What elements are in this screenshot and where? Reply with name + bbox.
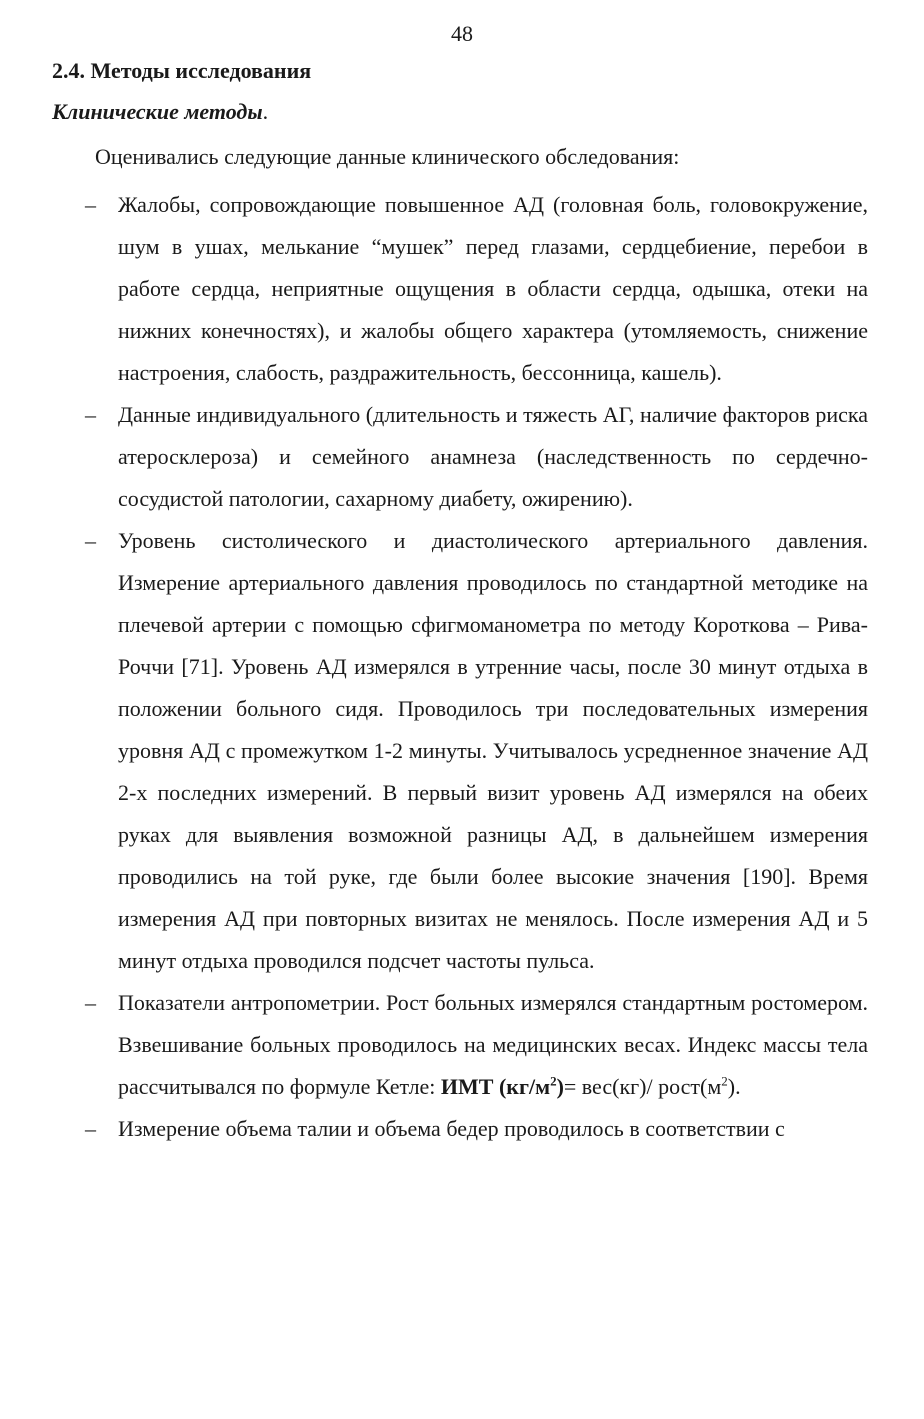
list-item-anthropometry (85, 982, 868, 1108)
list-dash: – (85, 402, 96, 427)
list-item-text: Жалобы, сопровождающие повышенное АД (головная боль, головокружение, шум в ушах, мелькание “мушек” перед глазами, сердцебиение, перебои в работе сердца, неприятные ощущения в области сердца, одышка, отеки на нижних конечностях), и жалобы общего характера (утомляемость, снижение настроения, слабость, раздражительность, бессонница, кашель). (118, 192, 868, 385)
intro-paragraph: Оценивались следующие данные клинического обследования: (95, 144, 680, 169)
list-dash: – (85, 192, 96, 217)
height-superscript: 2 (721, 1073, 728, 1089)
list-item-text: Уровень систолического и диастолического артериального давления. Измерение артериального давления проводилось по стандартной методике на плечевой артерии с помощью сфигмоманометра по методу Короткова – Рива-Роччи [71]. Уровень АД измерялся в утренние часы, после 30 минут отдыха в положении больного сидя. Проводилось три последовательных измерения уровня АД с промежутком 1-2 минуты. Учитывалось усредненное значение АД 2-х последних измерений. В первый визит уровень АД измерялся на обеих руках для выявления возможной разницы АД, в дальнейшем измерения проводились на той руке, где были более высокие значения [190]. Время измерения АД при повторных визитах не менялось. После измерения АД и 5 минут отдыха проводился подсчет частоты пульса. (118, 528, 868, 973)
bmi-formula-close: ) (556, 1074, 564, 1099)
bmi-formula-body: = вес(кг)/ рост(м (563, 1074, 722, 1099)
findings-list (0, 184, 924, 1150)
list-item-text: Измерение объема талии и объема бедер проводилось в соответствии с (118, 1116, 785, 1141)
list-item-anamnesis (85, 394, 868, 520)
subheading (52, 98, 268, 126)
list-item-text: Данные индивидуального (длительность и тяжесть АГ, наличие факторов риска атеросклероза) и семейного анамнеза (наследственность по сердечно-сосудистой патологии, сахарному диабету, ожирению). (118, 402, 868, 511)
list-dash: – (85, 1116, 96, 1141)
list-dash: – (85, 528, 96, 553)
subheading-text: Клинические методы (52, 99, 263, 124)
bmi-formula-end: ). (727, 1074, 741, 1099)
list-dash: – (85, 990, 96, 1015)
subheading-dot: . (262, 99, 269, 124)
list-item-complaints (85, 184, 868, 394)
bmi-superscript: 2 (550, 1073, 557, 1089)
list-item-waist-hip (85, 1108, 868, 1150)
page-number: 48 (451, 21, 473, 46)
bmi-formula-label: ИМТ (кг/м (440, 1074, 551, 1099)
list-item-blood-pressure (85, 520, 868, 982)
list-item-text: Показатели антропометрии. Рост больных измерялся стандартным ростомером. Взвешивание больных проводилось на медицинских весах. Индекс массы тела рассчитывался по формуле Кетле: (118, 990, 868, 1099)
section-heading: 2.4. Методы исследования (52, 58, 312, 83)
